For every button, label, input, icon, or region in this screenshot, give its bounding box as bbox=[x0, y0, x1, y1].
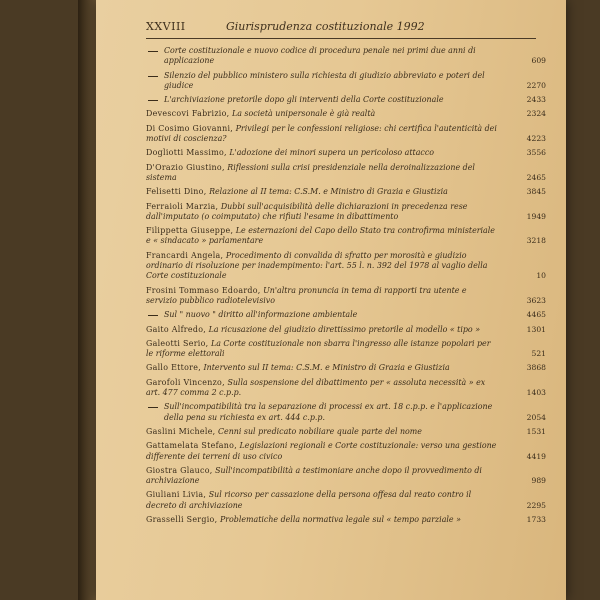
entry-title: La Corte costituzionale non sbarra l'ingresso alle istanze popolari per le riforme elettorali bbox=[146, 338, 491, 359]
entry-author: Gaito Alfredo, bbox=[146, 324, 207, 334]
entry-author: Galeotti Serio, bbox=[146, 338, 209, 348]
entry-author: Grasselli Sergio, bbox=[146, 514, 218, 524]
entry-text bbox=[146, 187, 498, 197]
index-entry bbox=[146, 251, 546, 282]
index-entry bbox=[146, 109, 546, 119]
entry-page-number: 521 bbox=[531, 349, 546, 359]
entry-page-number: 3556 bbox=[526, 148, 546, 158]
index-entry bbox=[146, 339, 546, 360]
index-entry bbox=[146, 402, 546, 423]
entry-page-number: 3845 bbox=[526, 187, 546, 197]
entry-title: Cenni sul predicato nobiliare quale parte del nome bbox=[218, 426, 422, 436]
index-entry bbox=[146, 515, 546, 525]
entry-author: Di Cosimo Giovanni, bbox=[146, 123, 234, 133]
entry-text bbox=[146, 427, 498, 437]
index-entry bbox=[146, 202, 546, 223]
entry-author: Ferraioli Marzia, bbox=[146, 201, 219, 211]
entry-author: Frosini Tommaso Edoardo, bbox=[146, 285, 261, 295]
entry-title: Procedimento di convalida di sfratto per morosità e giudizio ordinario di risoluzione per inadempimento: l'art. 55 l. n. 392 del 1978 al vaglio della Corte costituzionale bbox=[146, 250, 488, 281]
index-entry bbox=[146, 95, 546, 105]
entry-page-number: 1301 bbox=[526, 324, 546, 334]
index-entry bbox=[146, 325, 546, 335]
index-entry bbox=[146, 187, 546, 197]
entry-page-number: 10 bbox=[536, 271, 546, 281]
entry-author: Gattamelata Stefano, bbox=[146, 441, 238, 451]
entry-title: Sull'incompatibilità a testimoniare anche dopo il provvedimento di archiviazione bbox=[146, 465, 482, 486]
index-entry bbox=[146, 310, 546, 320]
entry-page-number: 2324 bbox=[526, 109, 546, 119]
entry-text bbox=[164, 402, 498, 423]
entry-page-number: 989 bbox=[531, 476, 546, 486]
entry-author: Devescovi Fabrizio, bbox=[146, 109, 230, 119]
entry-page-number: 2270 bbox=[526, 80, 546, 90]
entry-page-number: 2433 bbox=[526, 95, 546, 105]
index-entry bbox=[146, 441, 546, 462]
entry-title: Privilegi per le confessioni religiose: chi certifica l'autenticità dei motivi di coscienza? bbox=[146, 123, 497, 144]
entry-author: Gallo Ettore, bbox=[146, 363, 202, 373]
entry-title: Sulla sospensione del dibattimento per « assoluta necessità » ex art. 477 comma 2 c.p.p. bbox=[146, 377, 486, 398]
entry-page-number: 609 bbox=[531, 56, 546, 66]
entry-page-number: 3623 bbox=[526, 295, 546, 305]
entry-text bbox=[146, 124, 498, 145]
entry-text bbox=[164, 95, 498, 105]
entry-title: Dubbi sull'acquisibilità delle dichiarazioni in precedenza rese dall'imputato (o coimputato) che rifiuti l'esame in dibattimento bbox=[146, 201, 468, 221]
page-header bbox=[146, 20, 546, 36]
entry-text bbox=[146, 363, 498, 373]
entry-title: Relazione al II tema: C.S.M. e Ministro di Grazia e Giustizia bbox=[209, 187, 448, 197]
entry-page-number: 3868 bbox=[526, 363, 546, 373]
index-entry bbox=[146, 46, 546, 67]
entry-text bbox=[146, 109, 498, 119]
entry-title: Sul ricorso per cassazione della persona offesa dal reato contro il decreto di archiviazione bbox=[146, 490, 472, 510]
entry-title: Corte costituzionale e nuovo codice di procedura penale nei primi due anni di applicazione bbox=[164, 46, 476, 66]
entry-page-number: 4465 bbox=[526, 310, 546, 320]
entry-text bbox=[146, 378, 498, 399]
entry-text bbox=[164, 71, 498, 92]
index-entry bbox=[146, 427, 546, 437]
index-entry bbox=[146, 148, 546, 158]
entry-text bbox=[146, 339, 498, 360]
index-entry bbox=[146, 466, 546, 487]
entry-title: Silenzio del pubblico ministero sulla richiesta di giudizio abbreviato e poteri del giudice bbox=[164, 70, 485, 90]
index-entry bbox=[146, 490, 546, 511]
entry-author: Giostra Glauco, bbox=[146, 465, 213, 475]
entry-author: Felisetti Dino, bbox=[146, 187, 207, 197]
entry-page-number: 2295 bbox=[526, 500, 546, 510]
entry-page-number: 1403 bbox=[526, 388, 546, 398]
page-number: XXVIII bbox=[146, 20, 186, 33]
entry-title: Le esternazioni del Capo dello Stato tra controfirma ministeriale e « sindacato » parlamentare bbox=[146, 226, 495, 246]
entry-text bbox=[146, 202, 498, 223]
entry-text bbox=[146, 441, 498, 462]
entry-text bbox=[146, 226, 498, 247]
entry-title: Problematiche della normativa legale sul « tempo parziale » bbox=[219, 514, 461, 524]
header-rule bbox=[146, 38, 536, 39]
book-page bbox=[96, 0, 566, 600]
book-spine-shadow bbox=[78, 0, 96, 600]
index-entry bbox=[146, 124, 546, 145]
entry-page-number: 4419 bbox=[526, 451, 546, 461]
entry-text bbox=[146, 286, 498, 307]
index-entry bbox=[146, 286, 546, 307]
entry-page-number: 3218 bbox=[526, 236, 546, 246]
running-title: Giurisprudenza costituzionale 1992 bbox=[226, 20, 425, 33]
entry-page-number: 1531 bbox=[526, 426, 546, 436]
entry-page-number: 4223 bbox=[526, 134, 546, 144]
entry-page-number: 2054 bbox=[526, 412, 546, 422]
entry-text bbox=[146, 148, 498, 158]
entry-page-number: 1733 bbox=[526, 514, 546, 524]
entry-author: Garofoli Vincenzo, bbox=[146, 377, 225, 387]
entry-text bbox=[164, 46, 498, 67]
index-entry bbox=[146, 71, 546, 92]
entry-title: Riflessioni sulla crisi presidenziale nella deroinalizzazione del sistema bbox=[146, 162, 475, 182]
entry-text bbox=[146, 490, 498, 511]
entry-author: Francardi Angela, bbox=[146, 250, 224, 260]
index-entry bbox=[146, 226, 546, 247]
entry-author: Giuliani Livia, bbox=[146, 490, 207, 500]
index-entry bbox=[146, 363, 546, 373]
entry-author: D'Orazio Giustino, bbox=[146, 162, 225, 172]
index-entries bbox=[146, 46, 546, 529]
entry-title: Sul " nuovo " diritto all'informazione ambientale bbox=[164, 310, 358, 320]
entry-author: Filippetta Giuseppe, bbox=[146, 226, 234, 236]
entry-title: L'adozione dei minori supera un pericoloso attacco bbox=[229, 148, 434, 158]
entry-text bbox=[146, 466, 498, 487]
entry-text bbox=[146, 515, 498, 525]
entry-title: Legislazioni regionali e Corte costituzionale: verso una gestione differente dei terreni di uso civico bbox=[146, 441, 497, 461]
entry-title: La società unipersonale è già realtà bbox=[231, 109, 376, 119]
entry-text bbox=[146, 325, 498, 335]
entry-page-number: 2465 bbox=[526, 172, 546, 182]
entry-page-number: 1949 bbox=[526, 211, 546, 221]
entry-title: Un'altra pronuncia in tema di rapporti tra utente e servizio pubblico radiotelevisivo bbox=[146, 285, 467, 305]
entry-title: La ricusazione del giudizio direttissimo pretorile al modello « tipo » bbox=[208, 324, 481, 334]
entry-text bbox=[164, 310, 498, 320]
entry-title: L'archiviazione pretorile dopo gli interventi della Corte costituzionale bbox=[164, 95, 444, 105]
index-entry bbox=[146, 378, 546, 399]
entry-text bbox=[146, 251, 498, 282]
index-entry bbox=[146, 163, 546, 184]
entry-title: Sull'incompatibilità tra la separazione di processi ex art. 18 c.p.p. e l'applicazione della pena su richiesta ex art. 444 c.p.p. bbox=[164, 402, 493, 422]
entry-text bbox=[146, 163, 498, 184]
entry-title: Intervento sul II tema: C.S.M. e Ministro di Grazia e Giustizia bbox=[203, 363, 450, 373]
entry-author: Dogliotti Massimo, bbox=[146, 148, 227, 158]
entry-author: Gaslini Michele, bbox=[146, 426, 216, 436]
